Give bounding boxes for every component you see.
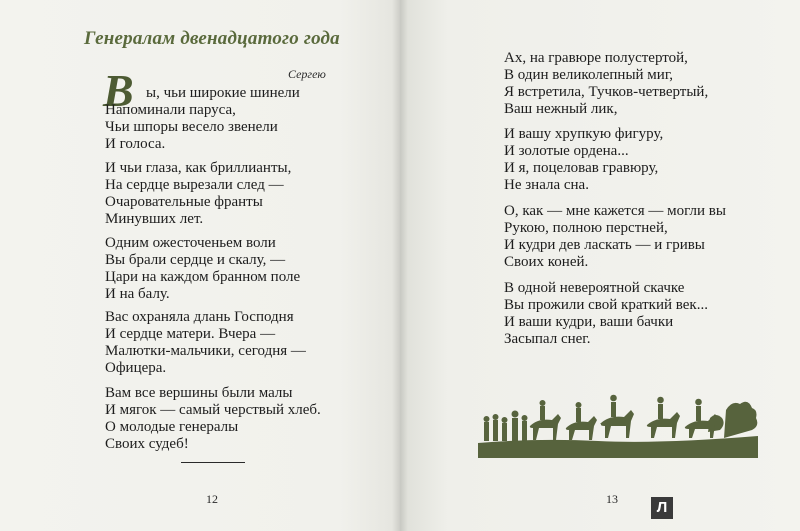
poem-line: И чьи глаза, как бриллианты, [105,160,292,176]
stanza-4 [105,309,306,377]
poem-line: О молодые генералы [105,419,239,435]
labirint-logo-icon: Л [651,497,673,519]
poem-line: Вас охраняла длань Господня [105,309,294,325]
poem-line: Вам все вершины были малы [105,385,293,401]
poem-line: И сердце матери. Вчера — [105,326,276,342]
drop-cap: В [103,65,134,116]
poem-line: Я встретила, Тучков-четвертый, [504,84,709,100]
page-number-left: 12 [206,492,218,506]
poem-line: Ах, на гравюре полустертой, [504,50,688,66]
stanza-2 [105,160,291,228]
poem-line: О, как — мне кажется — могли вы [504,203,726,219]
poem-line: И золотые ордена... [504,143,629,159]
poem-line: Своих коней. [504,254,589,270]
stanza-1 [105,102,278,153]
poem-line: И на балу. [105,286,170,302]
poem-line: Засыпал снег. [504,331,591,347]
cavalry-silhouette-icon [478,388,758,458]
poem-line: И кудри дев ласкать — и гривы [504,237,705,253]
gutter-shadow [392,0,408,531]
stanza-8 [504,203,726,271]
poem-line: Вы брали сердце и скалу, — [105,252,286,268]
poem-line: В один великолепный миг, [504,67,674,83]
poem-line: Рукою, полною перстней, [504,220,668,236]
poem-line: Напоминали паруса, [105,102,236,118]
poem-line: На сердце вырезали след — [105,177,284,193]
poem-line: Чьи шпоры весело звенели [105,119,278,135]
poem-line: Одним ожесточеньем воли [105,235,276,251]
poem-line: И вашу хрупкую фигуру, [504,126,664,142]
poem-line: Офицера. [105,360,167,376]
stanza-5 [105,385,321,453]
poem-line: Минувших лет. [105,211,204,227]
page-number-right: 13 [606,492,618,506]
poem-line: В одной невероятной скачке [504,280,685,296]
poem-line: Цари на каждом бранном поле [105,269,301,285]
poem-line: ы, чьи широкие шинели [146,85,300,101]
dedication: Сергею [288,67,326,81]
poem-line: Малютки-мальчики, сегодня — [105,343,306,359]
stanza-3 [105,235,300,303]
poem-line: И я, поцеловав гравюру, [504,160,659,176]
poem-line: И голоса. [105,136,166,152]
end-rule [181,462,245,463]
stanza-6 [504,50,708,118]
poem-line: И мягок — самый черствый хлеб. [105,402,321,418]
poem-line: Своих судеб! [105,436,189,452]
poem-line: Ваш нежный лик, [504,101,618,117]
poem-line: И ваши кудри, ваши бачки [504,314,674,330]
stanza-9 [504,280,708,348]
stanza-7 [504,126,663,194]
poem-line: Не знала сна. [504,177,589,193]
poem-title: Генералам двенадцатого года [84,28,340,49]
poem-line: Вы прожили свой краткий век... [504,297,708,313]
poem-line: Очаровательные франты [105,194,263,210]
